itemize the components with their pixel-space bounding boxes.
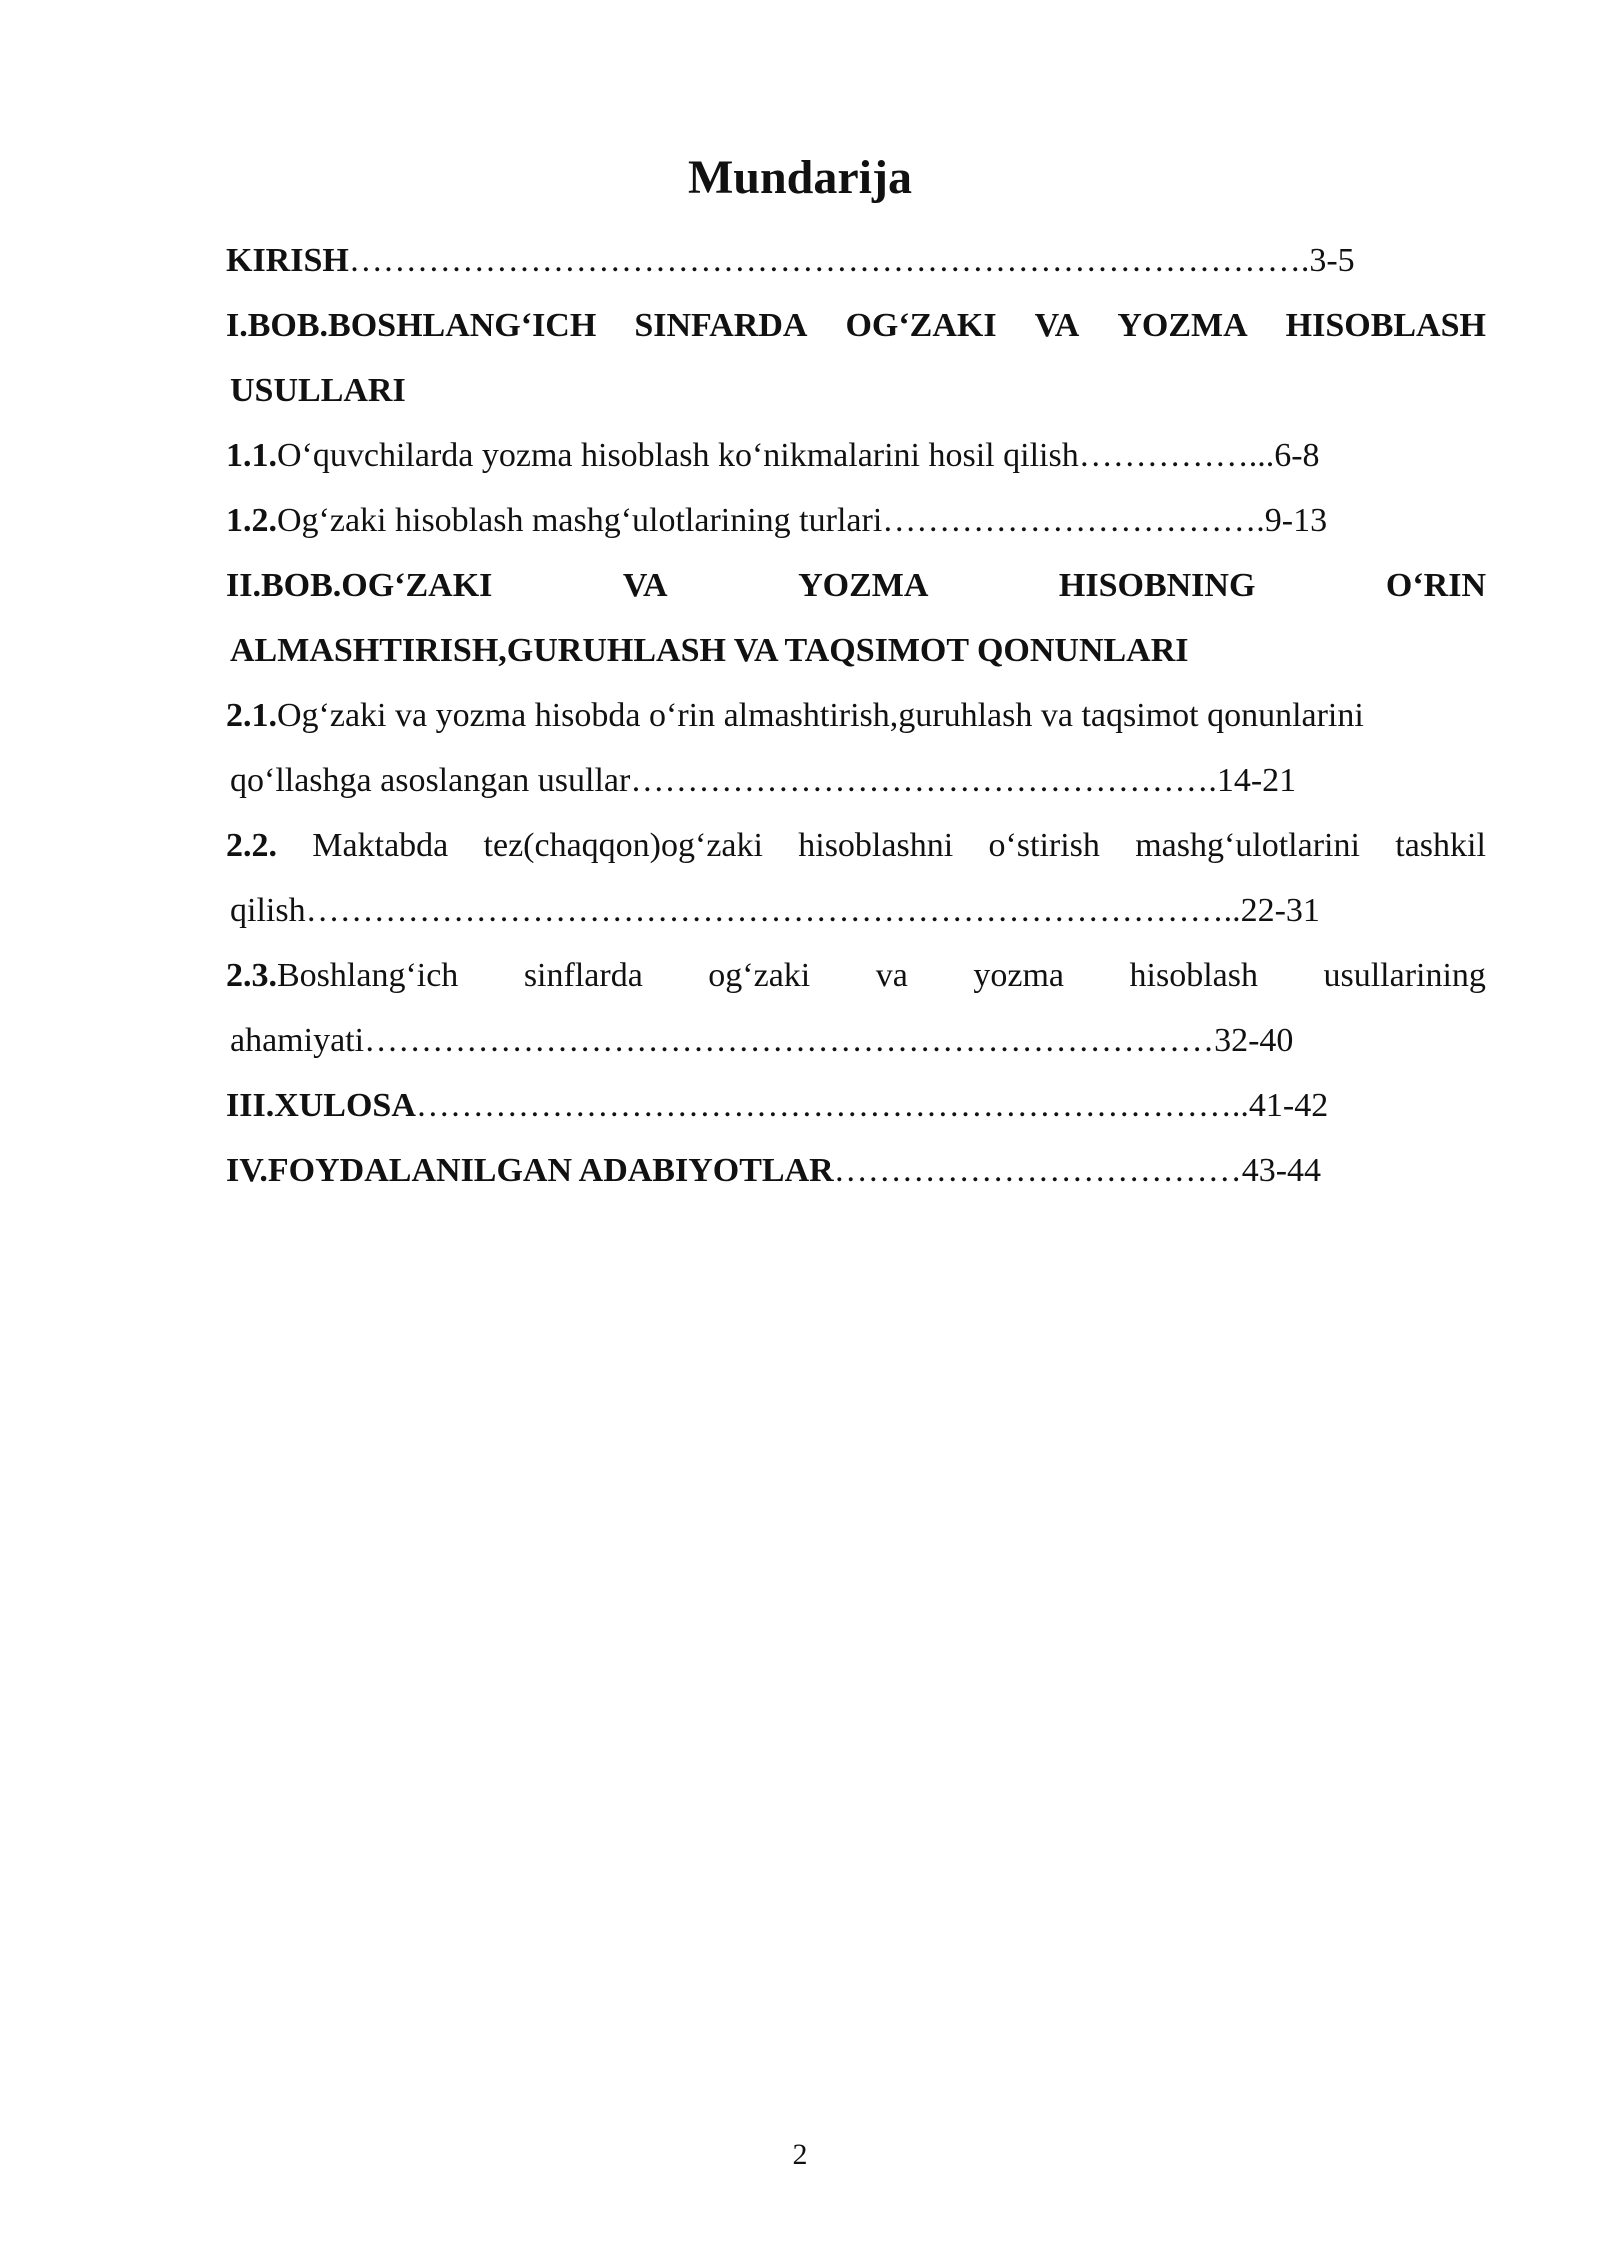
toc-word: II.BOB.OG‘ZAKI	[226, 567, 493, 604]
toc-entry-label: III.XULOSA	[226, 1087, 416, 1124]
table-of-contents	[226, 228, 1486, 1203]
toc-entry-label: IV.FOYDALANILGAN ADABIYOTLAR	[226, 1152, 834, 1189]
toc-entry-label: KIRISH	[226, 242, 349, 279]
toc-word: mashg‘ulotlarini	[1135, 827, 1360, 864]
toc-chapter-2-heading-cont	[226, 618, 1486, 683]
toc-section-number: 2.3.	[226, 957, 277, 994]
toc-entry-label: ahamiyati	[230, 1022, 365, 1059]
toc-entry-label: Og‘zaki hisoblash mashg‘ulotlarining turlari	[277, 502, 883, 539]
toc-word: hisoblash	[1129, 957, 1258, 994]
toc-page-range: 6-8	[1274, 437, 1320, 474]
toc-word: o‘stirish	[988, 827, 1100, 864]
toc-leader: ………………………………………………………………………….	[348, 242, 1310, 279]
toc-entry-2-1	[226, 683, 1486, 748]
page-number: 2	[792, 2138, 808, 2171]
toc-section-number: 1.1.	[226, 437, 277, 474]
toc-entry-label: qilish	[230, 892, 306, 929]
toc-entry-2-2-cont	[226, 878, 1486, 943]
toc-page-range: 22-31	[1240, 892, 1320, 929]
toc-word: VA	[622, 567, 668, 604]
toc-page-range: 9-13	[1264, 502, 1328, 539]
toc-section-number: 2.2.	[226, 827, 277, 864]
toc-entry-label: USULLARI	[230, 372, 406, 409]
toc-entry-adabiyotlar	[226, 1138, 1486, 1203]
toc-word: YOZMA	[798, 567, 929, 604]
toc-word: Maktabda	[312, 827, 449, 864]
toc-entry-label: Og‘zaki va yozma hisobda o‘rin almashtirish,guruhlash va taqsimot qonunlarini	[277, 697, 1364, 734]
toc-entry-2-1-cont	[226, 748, 1486, 813]
toc-leader: …………………………………………….	[630, 762, 1217, 799]
toc-entry-kirish	[226, 228, 1486, 293]
toc-entry-2-2	[226, 813, 1486, 878]
toc-word: OG‘ZAKI	[845, 307, 997, 344]
page-title: Mundarija	[687, 151, 912, 204]
toc-page-range: 43-44	[1241, 1152, 1322, 1189]
toc-word: va	[875, 957, 908, 994]
toc-entry-label: ALMASHTIRISH,GURUHLASH VA TAQSIMOT QONUNLARI	[230, 632, 1189, 669]
toc-word: VA	[1034, 307, 1080, 344]
toc-word: HISOBNING	[1058, 567, 1256, 604]
toc-leader: ………………………………	[833, 1152, 1242, 1189]
toc-word: tashkil	[1395, 827, 1486, 864]
toc-entry-1-1	[226, 423, 1486, 488]
toc-entry-2-3-cont	[226, 1008, 1486, 1073]
toc-word: og‘zaki	[708, 957, 811, 994]
toc-leader: …………………………………………………………………	[364, 1022, 1215, 1059]
toc-entry-xulosa	[226, 1073, 1486, 1138]
toc-chapter-1-heading	[226, 293, 1486, 358]
toc-chapter-1-heading-cont	[226, 358, 1486, 423]
toc-word: Boshlang‘ich	[277, 957, 459, 994]
toc-section-number: 2.1.	[226, 697, 277, 734]
toc-page-range: 3-5	[1309, 242, 1355, 279]
toc-word: hisoblashni	[798, 827, 954, 864]
toc-entry-label: qo‘llashga asoslangan usullar	[230, 762, 631, 799]
toc-word: YOZMA	[1117, 307, 1248, 344]
toc-word: I.BOB.BOSHLANG‘ICH	[226, 307, 597, 344]
toc-word: tez(chaqqon)og‘zaki	[483, 827, 763, 864]
toc-word: yozma	[973, 957, 1065, 994]
toc-word: O‘RIN	[1385, 567, 1486, 604]
toc-word: HISOBLASH	[1285, 307, 1486, 344]
toc-entry-2-3	[226, 943, 1486, 1008]
toc-page-range: 14-21	[1216, 762, 1297, 799]
toc-page-range: 32-40	[1214, 1022, 1294, 1059]
toc-word: usullarining	[1323, 957, 1486, 994]
toc-page-range: 41-42	[1248, 1087, 1329, 1124]
toc-word: SINFARDA	[634, 307, 808, 344]
toc-entry-1-2	[226, 488, 1486, 553]
toc-leader: ………………………………………………………………………..	[305, 892, 1241, 929]
toc-leader: …………………………….	[882, 502, 1265, 539]
toc-entry-label: O‘quvchilarda yozma hisoblash ko‘nikmalarini hosil qilish	[277, 437, 1079, 474]
toc-chapter-2-heading	[226, 553, 1486, 618]
toc-leader: ……………...	[1078, 437, 1275, 474]
toc-word: sinflarda	[523, 957, 643, 994]
toc-section-number: 1.2.	[226, 502, 277, 539]
toc-leader: ………………………………………………………………..	[415, 1087, 1249, 1124]
